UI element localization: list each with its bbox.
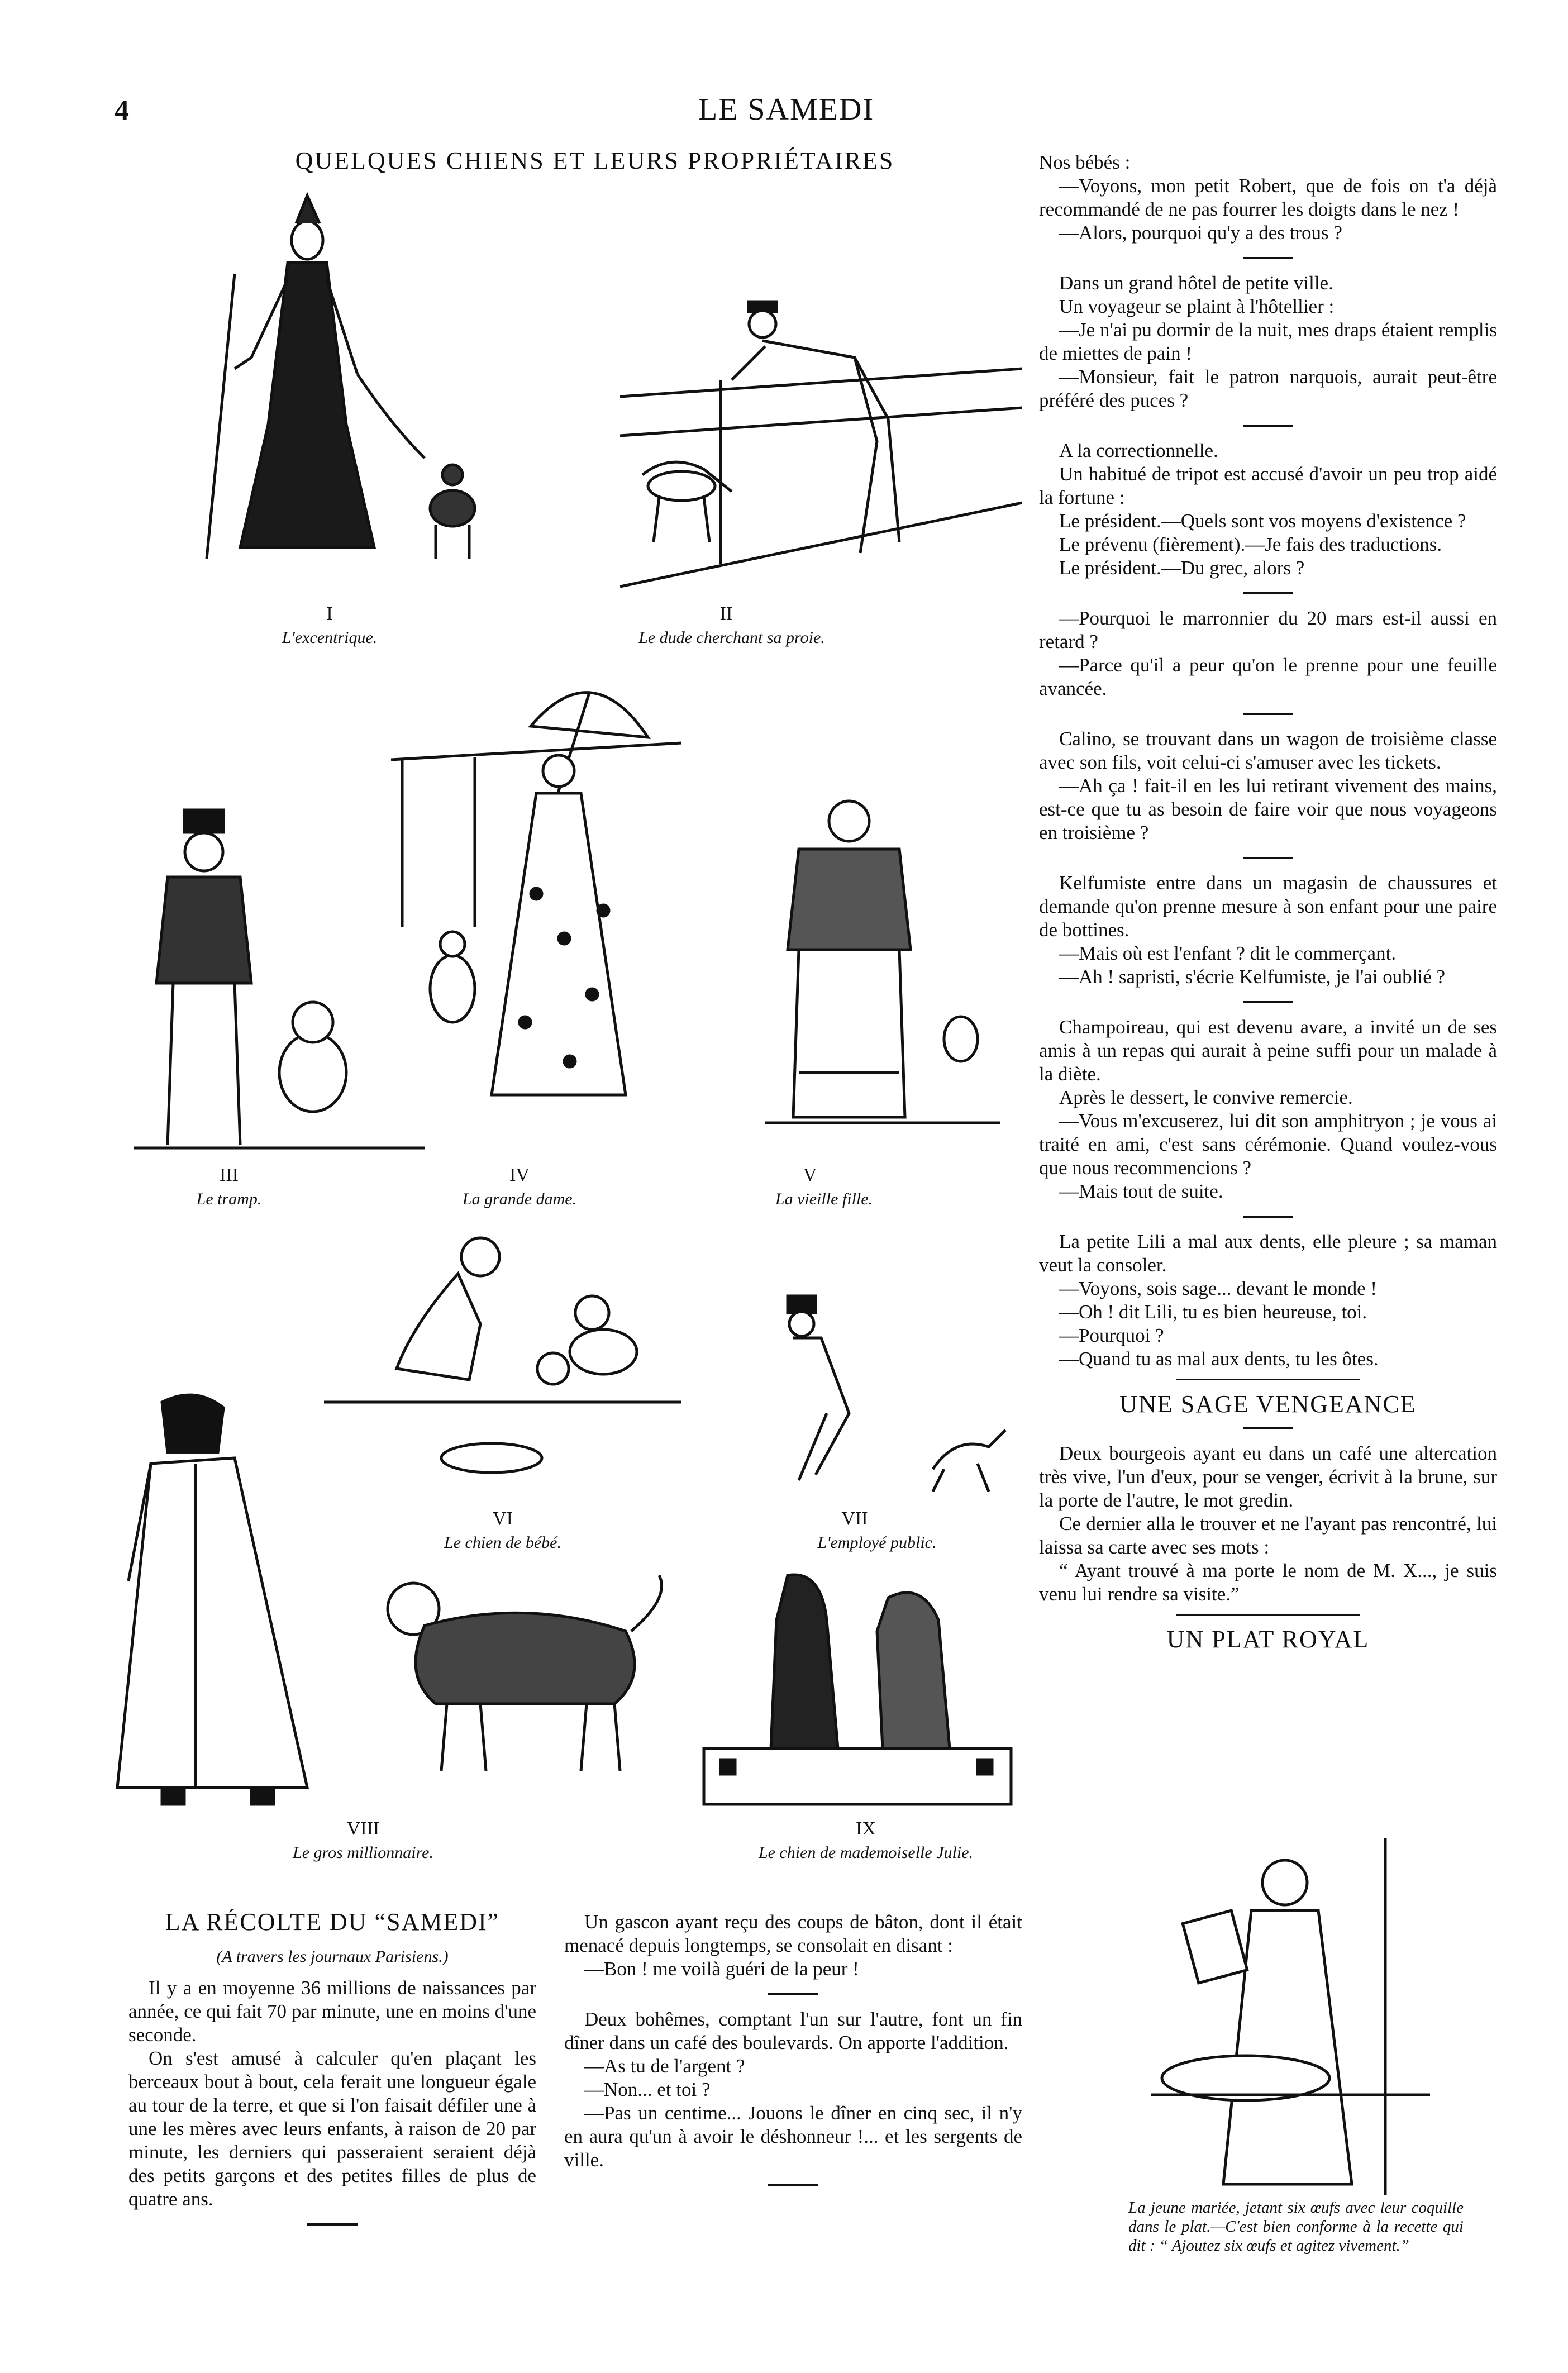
recolte-paragraph-2: On s'est amusé à calculer qu'en plaçant les berceaux bout à bout, cela ferait une longueur égale au tour de la terre, et que si l'on faisait défiler une à une les mères avec leurs enfants, à raison de 20 par minute, les derniers qui passeraient seraient déjà des petits garçons et des petites filles de plus de quatre ans. [128,2047,536,2210]
joke-1-line-2: —Voyons, mon petit Robert, que de fois on t'a déjà recommandé de ne pas fourrer les doigts dans le nez ! [1039,175,1497,220]
joke-5 [1039,727,1497,845]
boheme-line-3: —Non... et toi ? [584,2079,711,2100]
joke-7-line-2: Après le dessert, le convive remercie. [1059,1087,1353,1108]
section-divider [1176,1379,1360,1380]
figure-1-numeral: I [326,603,333,624]
figure-6-caption: Le chien de bébé. [444,1533,561,1552]
figure-3-caption: Le tramp. [196,1190,262,1208]
joke-3-line-3: Le président.—Quels sont vos moyens d'existence ? [1059,510,1466,532]
joke-7-line-4: —Mais tout de suite. [1059,1180,1223,1202]
figure-3-numeral: III [220,1165,239,1185]
figure-9-numeral: IX [856,1818,876,1839]
figure-7-numeral: VII [841,1508,868,1529]
gascon-line-1: Un gascon ayant reçu des coups de bâton, dont il était menacé depuis longtemps, se consolait en disant : [564,1911,1022,1956]
recolte-section [128,1905,536,2238]
figure-8-caption: Le gros millionnaire. [293,1843,433,1862]
section-title: QUELQUES CHIENS ET LEURS PROPRIÉTAIRES [295,147,895,174]
figure-2-caption: Le dude cherchant sa proie. [638,628,825,647]
plat-royal-caption: La jeune mariée, jetant six œufs avec leur coquille dans le plat.—C'est bien conforme à la recette qui dit : “ Ajoutez six œufs et agitez vivement.” [1128,2199,1464,2255]
joke-3-line-4: Le prévenu (fièrement).—Je fais des traductions. [1059,533,1442,555]
joke-1 [1039,151,1497,245]
divider [1243,857,1293,859]
vengeance-paragraph-1: Deux bourgeois ayant eu dans un café une altercation très vive, l'un d'eux, pour se venger, écrivit à la brune, sur la porte de l'autre, le mot gredin. [1039,1442,1497,1511]
joke-5-line-2: —Ah ça ! fait-il en les lui retirant vivement des mains, est-ce que tu as besoin de faire voir que nous voyageons en troisième ? [1039,775,1497,844]
joke-6-line-1: Kelfumiste entre dans un magasin de chaussures et demande qu'on prenne mesure à son enfant pour une paire de bottines. [1039,872,1497,941]
joke-3 [1039,439,1497,580]
illustration-dude [620,251,1022,603]
gascon-line-2: —Bon ! me voilà guéri de la peur ! [584,1958,859,1980]
illustration-chien-julie [698,1564,1017,1810]
illustration-grande-dame [380,659,693,1106]
divider [768,2184,818,2186]
joke-1-line-1: Nos bébés : [1039,151,1131,173]
joke-8-line-1: La petite Lili a mal aux dents, elle pleure ; sa maman veut la consoler. [1039,1231,1497,1276]
figure-4-caption: La grande dame. [462,1190,577,1208]
joke-3-line-2: Un habitué de tripot est accusé d'avoir un peu trop aidé la fortune : [1039,463,1497,508]
plat-royal-title: UN PLAT ROYAL [1166,1626,1370,1653]
figure-5-numeral: V [803,1165,817,1185]
divider [1243,1427,1293,1429]
joke-2-line-3: —Je n'ai pu dormir de la nuit, mes draps étaient remplis de miettes de pain ! [1039,319,1497,364]
vengeance-paragraph-2: Ce dernier alla le trouver et ne l'ayant pas rencontré, lui laissa sa carte avec ses mots : [1039,1513,1497,1558]
section-divider [1176,1614,1360,1616]
joke-8 [1039,1230,1497,1371]
joke-2-line-4: —Monsieur, fait le patron narquois, aurait peut-être préféré des puces ? [1039,366,1497,411]
boheme-line-4: —Pas un centime... Jouons le dîner en cinq sec, il n'y en aura qu'un à avoir le déshonneur !... et les sergents de ville. [564,2102,1022,2171]
joke-8-line-2: —Voyons, sois sage... devant le monde ! [1059,1278,1378,1299]
joke-2-line-2: Un voyageur se plaint à l'hôtellier : [1059,296,1335,317]
joke-2-line-1: Dans un grand hôtel de petite ville. [1059,272,1333,294]
illustration-eccentric [190,190,503,592]
illustration-gros-millionnaire [84,1385,318,1810]
illustration-vieille-fille [765,782,1000,1128]
joke-7-line-1: Champoireau, qui est devenu avare, a invité un de ses amis à un repas qui aurait à peine suffi pour un malade à la diète. [1039,1016,1497,1085]
joke-6-line-2: —Mais où est l'enfant ? dit le commerçant. [1059,942,1397,964]
joke-4 [1039,607,1497,701]
figure-5-caption: La vieille fille. [775,1190,873,1208]
vengeance-paragraph-3: “ Ayant trouvé à ma porte le nom de M. X..., je suis venu lui rendre sa visite.” [1039,1560,1497,1605]
divider [1243,1216,1293,1218]
newspaper-title: LE SAMEDI [698,92,875,127]
figure-9-caption: Le chien de mademoiselle Julie. [758,1843,974,1862]
joke-4-line-2: —Parce qu'il a peur qu'on le prenne pour une feuille avancée. [1039,654,1497,699]
illustration-gros-chien [369,1564,681,1776]
figure-1-caption: L'excentrique. [282,628,378,647]
divider [1243,713,1293,715]
joke-8-line-3: —Oh ! dit Lili, tu es bien heureuse, toi. [1059,1301,1367,1323]
middle-bottom-section [564,1910,1022,2199]
right-column [1039,151,1497,1662]
divider [1243,592,1293,594]
illustration-employe-public [765,1290,1022,1503]
joke-7-line-3: —Vous m'excuserez, lui dit son amphitryon ; je vous ai traité en ami, c'est sans cérémonie. Quand voulez-vous que nous recommencions ? [1039,1110,1497,1179]
illustration-bebe [313,1212,693,1503]
figure-4-numeral: IV [509,1165,530,1185]
divider [1243,1001,1293,1003]
figure-8-numeral: VIII [346,1818,380,1839]
joke-1-line-3: —Alors, pourquoi qu'y a des trous ? [1059,222,1342,244]
joke-3-line-1: A la correctionnelle. [1059,440,1218,461]
joke-4-line-1: —Pourquoi le marronnier du 20 mars est-il aussi en retard ? [1039,607,1497,652]
divider [1243,425,1293,427]
divider [307,2223,358,2226]
figure-7-caption: L'employé public. [817,1533,937,1552]
boheme-line-2: —As tu de l'argent ? [584,2055,745,2077]
recolte-title: LA RÉCOLTE DU “SAMEDI” [165,1908,500,1936]
joke-5-line-1: Calino, se trouvant dans un wagon de troisième classe avec son fils, voit celui-ci s'amuser avec les tickets. [1039,728,1497,773]
divider [1243,257,1293,259]
joke-8-line-4: —Pourquoi ? [1059,1324,1164,1346]
boheme-line-1: Deux bohêmes, comptant l'un sur l'autre, font un fin dîner dans un café des boulevards. On apporte l'addition. [564,2008,1022,2053]
illustration-plat-royal [1140,1838,1441,2195]
figure-2-numeral: II [719,603,733,624]
joke-2 [1039,271,1497,412]
recolte-paragraph-1: Il y a en moyenne 36 millions de naissances par année, ce qui fait 70 par minute, une en moins d'une seconde. [128,1977,536,2046]
joke-6 [1039,871,1497,989]
divider [768,1993,818,1995]
recolte-subtitle: (A travers les journaux Parisiens.) [216,1947,449,1966]
page-number: 4 [115,94,129,126]
joke-8-line-5: —Quand tu as mal aux dents, tu les ôtes. [1059,1348,1379,1370]
vengeance-title: UNE SAGE VENGEANCE [1119,1390,1417,1418]
joke-6-line-3: —Ah ! sapristi, s'écrie Kelfumiste, je l'ai oublié ? [1059,966,1446,988]
joke-7 [1039,1016,1497,1203]
joke-3-line-5: Le président.—Du grec, alors ? [1059,557,1305,579]
figure-6-numeral: VI [493,1508,513,1529]
